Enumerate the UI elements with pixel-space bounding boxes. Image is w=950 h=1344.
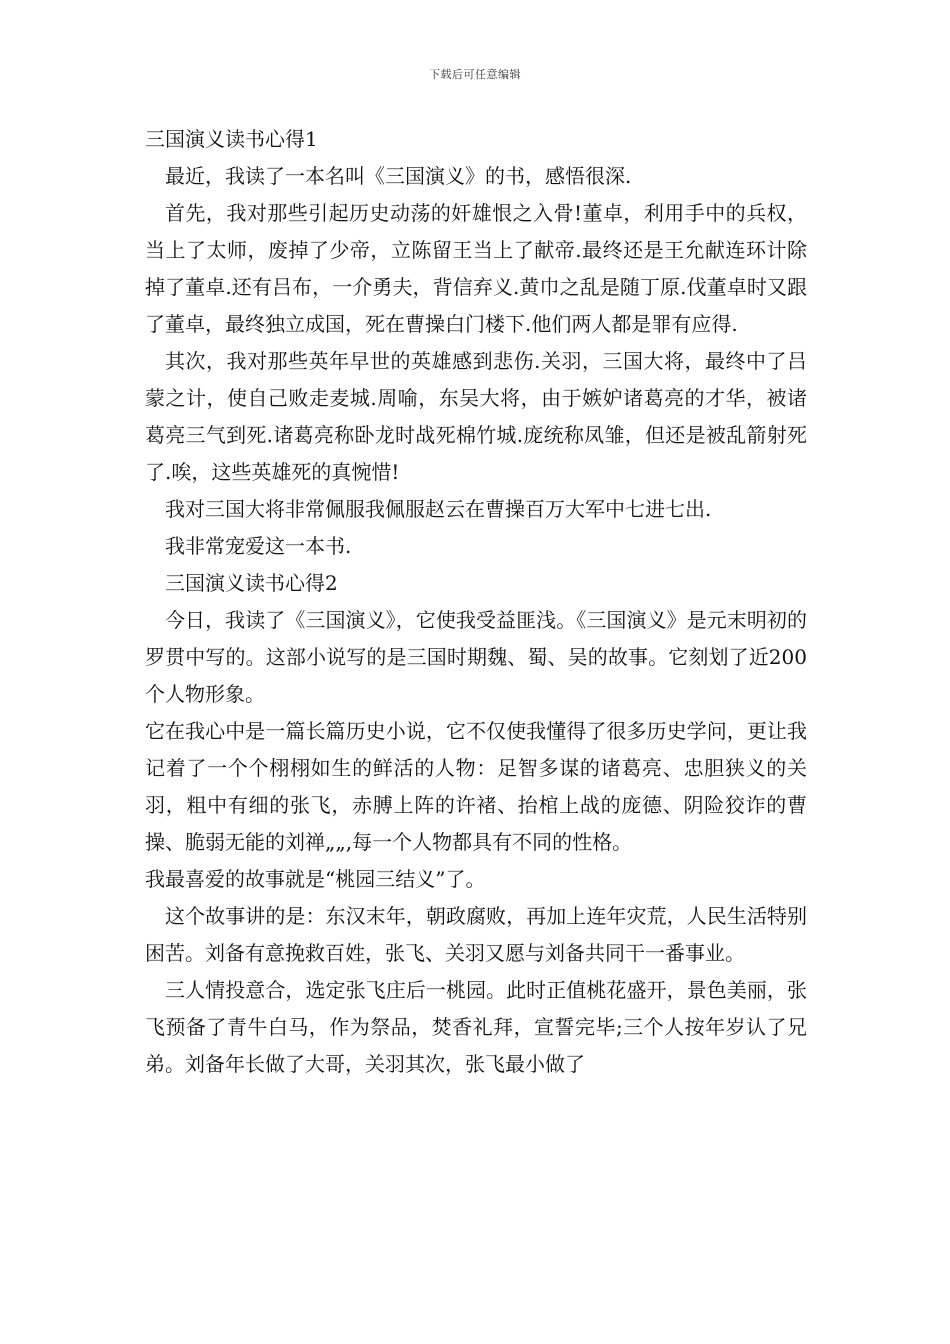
paragraph: 这个故事讲的是：东汉末年，朝政腐败，再加上连年灾荒，人民生活特别困苦。刘备有意挽救百姓，张飞、关羽又愿与刘备共同干一番事业。	[145, 904, 807, 965]
paragraph: 我最喜爱的故事就是“桃园三结义”了。	[145, 867, 486, 891]
paragraph: 它在我心中是一篇长篇历史小说，它不仅使我懂得了很多历史学问，更让我记着了一个个栩栩如生的鲜活的人物：足智多谋的诸葛亮、忠胆狭义的关羽，粗中有细的张飞，赤膊上阵的许褚、抬棺上战的庞德、阴险狡诈的曹操、脆弱无能的刘禅„„,每一个人物都具有不同的性格。	[145, 719, 807, 854]
paragraph: 我对三国大将非常佩服我佩服赵云在曹操百万大军中七进七出.	[165, 497, 712, 521]
paragraph: 最近，我读了一本名叫《三国演义》的书，感悟很深.	[165, 164, 632, 188]
paragraph: 我非常宠爱这一本书.	[165, 534, 352, 558]
section-title-2: 三国演义读书心得2	[165, 571, 338, 595]
paragraph: 其次，我对那些英年早世的英雄感到悲伤.关羽，三国大将，最终中了吕蒙之计，使自己败走麦城.周喻，东吴大将，由于嫉妒诸葛亮的才华，被诸葛亮三气到死.诸葛亮称卧龙时战死棉竹城.庞统称凤雏，但还是被乱箭射死了.唉，这些英雄死的真惋惜!	[145, 349, 807, 484]
page-header: 下载后可任意编辑	[429, 68, 521, 81]
section-title-1: 三国演义读书心得1	[145, 127, 318, 151]
paragraph: 今日，我读了《三国演义》，它使我受益匪浅。《三国演义》是元末明初的罗贯中写的。这部小说写的是三国时期魏、蜀、吴的故事。它刻划了近200个人物形象。	[145, 608, 807, 706]
document-body	[145, 121, 807, 1083]
paragraph: 三人情投意合，选定张飞庄后一桃园。此时正值桃花盛开，景色美丽，张飞预备了青牛白马，作为祭品，焚香礼拜，宣誓完毕;三个人按年岁认了兄弟。刘备年长做了大哥，关羽其次，张飞最小做了	[145, 978, 807, 1076]
paragraph: 首先，我对那些引起历史动荡的奸雄恨之入骨!董卓，利用手中的兵权，当上了太师，废掉了少帝，立陈留王当上了献帝.最终还是王允献连环计除掉了董卓.还有吕布，一介勇夫，背信弃义.黄巾之乱是随丁原.伐董卓时又跟了董卓，最终独立成国，死在曹操白门楼下.他们两人都是罪有应得.	[145, 201, 807, 336]
